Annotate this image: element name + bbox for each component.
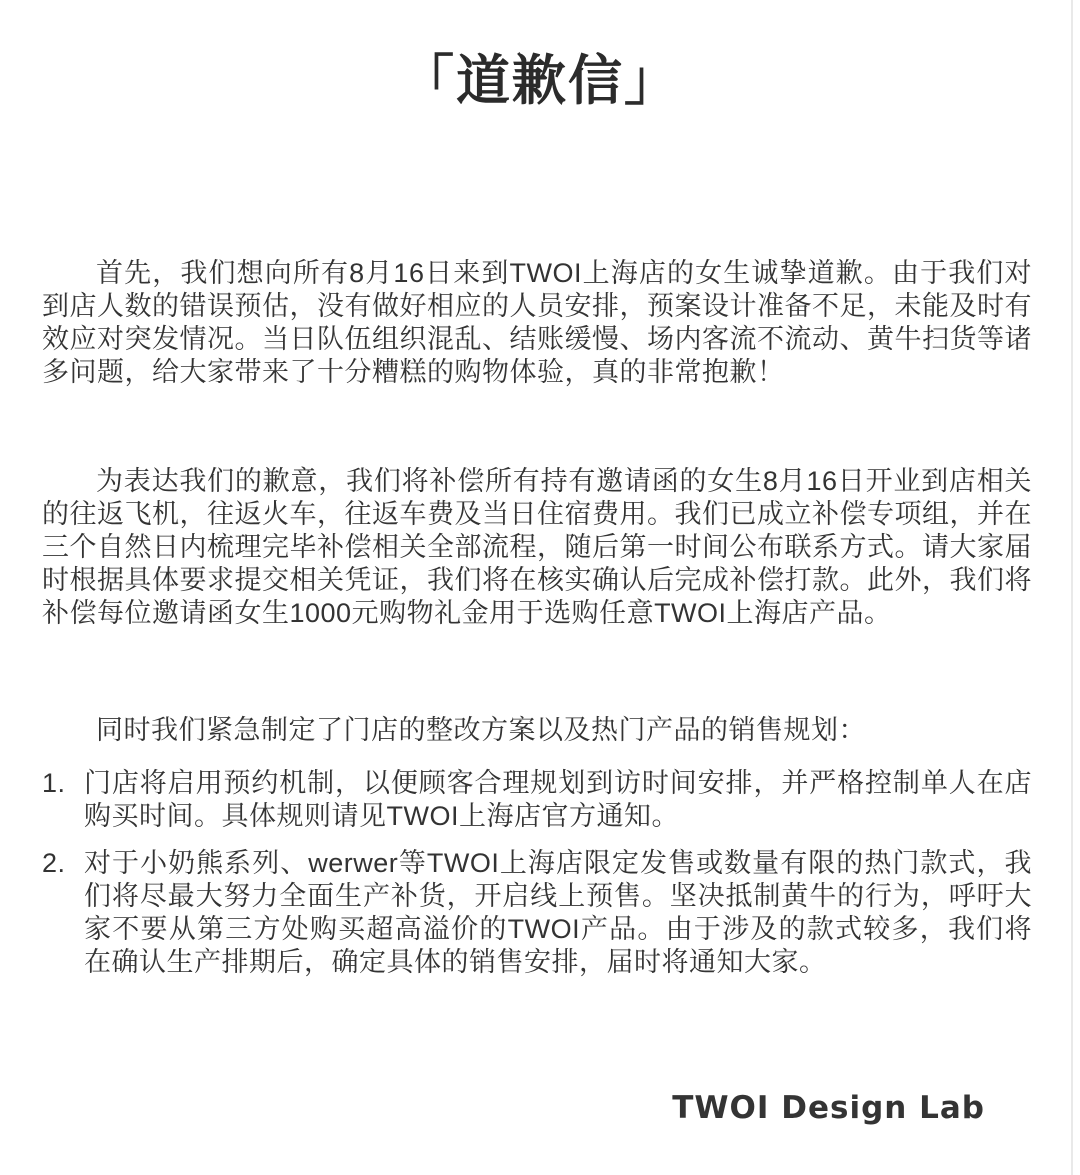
page-title: 「道歉信」 (400, 51, 680, 111)
brand-signature: TWOI Design Lab (672, 1090, 985, 1126)
measures-list (42, 767, 1032, 979)
list-item (42, 847, 1032, 979)
paragraph-compensation: 为表达我们的歉意，我们将补偿所有持有邀请函的女生8月16日开业到店相关的往返飞机，往返火车，往返车费及当日住宿费用。我们已成立补偿专项组，并在三个自然日内梳理完毕补偿相关全部流程，随后第一时间公布联系方式。请大家届时根据具体要求提交相关凭证，我们将在核实确认后完成补偿打款。此外，我们将补偿每位邀请函女生1000元购物礼金用于选购任意TWOI上海店产品。 (42, 466, 1032, 628)
page-edge-divider (1071, 0, 1073, 1175)
paragraph-apology: 首先，我们想向所有8月16日来到TWOI上海店的女生诚挚道歉。由于我们对到店人数的错误预估，没有做好相应的人员安排，预案设计准备不足，未能及时有效应对突发情况。当日队伍组织混乱、结账缓慢、场内客流不流动、黄牛扫货等诸多问题，给大家带来了十分糟糕的购物体验，真的非常抱歉！ (42, 258, 1032, 387)
list-item-number: 2. (42, 848, 66, 878)
list-item (42, 767, 1032, 833)
list-item-text: 门店将启用预约机制，以便顾客合理规划到访时间安排，并严格控制单人在店购买时间。具体规则请见TWOI上海店官方通知。 (84, 768, 1032, 831)
letter-body (0, 257, 1080, 979)
paragraph-plan-intro: 同时我们紧急制定了门店的整改方案以及热门产品的销售规划： (96, 715, 866, 745)
list-item-text: 对于小奶熊系列、werwer等TWOI上海店限定发售或数量有限的热门款式，我们将尽最大努力全面生产补货，开启线上预售。坚决抵制黄牛的行为，呼吁大家不要从第三方处购买超高溢价的TWOI产品。由于涉及的款式较多，我们将在确认生产排期后，确定具体的销售安排，届时将通知大家。 (84, 848, 1032, 977)
list-item-number: 1. (42, 768, 66, 798)
